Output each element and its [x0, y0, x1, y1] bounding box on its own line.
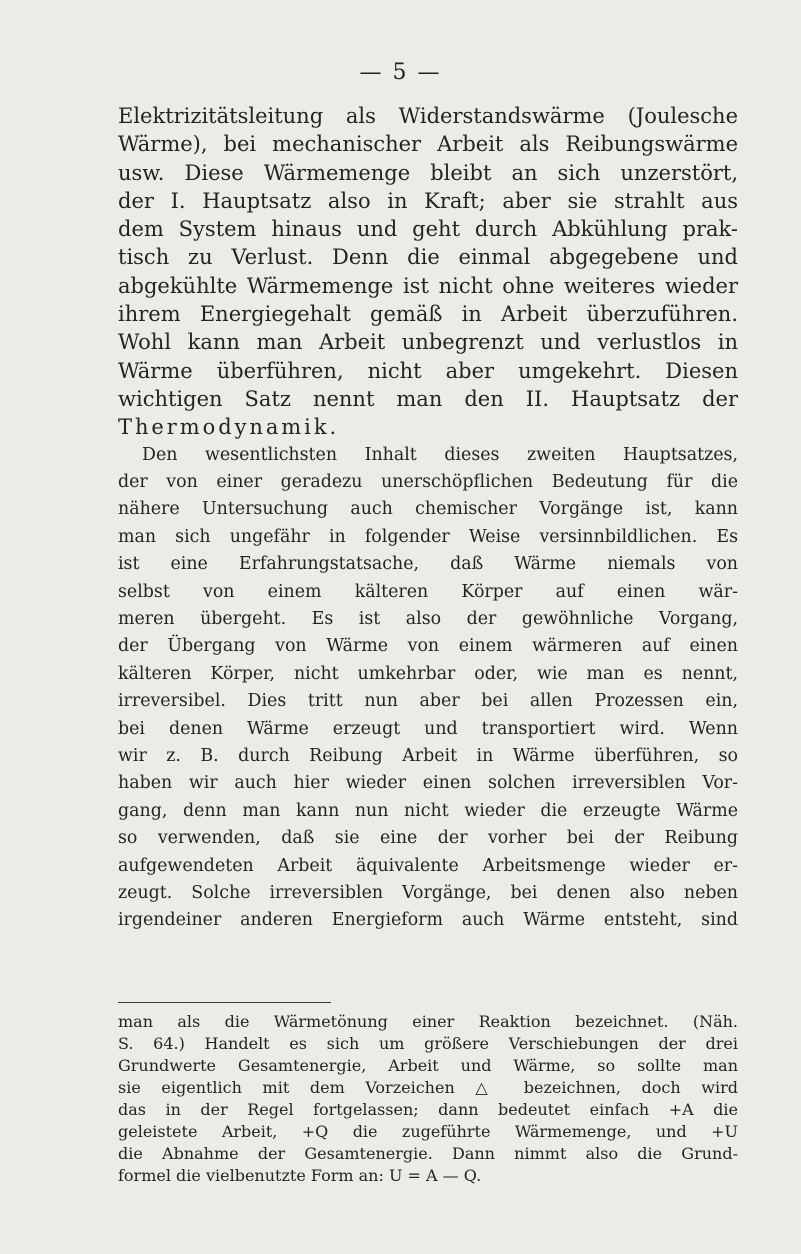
footnote-line: geleistete Arbeit, +Q die zugeführte Wärmemenge, und +U: [118, 1122, 738, 1141]
text-line: so verwenden, daß sie eine der vorher bei der Reibung: [118, 828, 738, 849]
text-line: abgekühlte Wärmemenge ist nicht ohne weiteres wieder: [118, 273, 738, 298]
footnote-line: Grundwerte Gesamtenergie, Arbeit und Wärme, so sollte man: [118, 1056, 738, 1075]
text-line: kälteren Körper, nicht umkehrbar oder, wie man es nennt,: [118, 663, 738, 684]
footnote-line: S. 64.) Handelt es sich um größere Verschiebungen der drei: [118, 1034, 738, 1053]
page-number: — 5 —: [359, 60, 442, 85]
text-line: meren übergeht. Es ist also der gewöhnliche Vorgang,: [118, 609, 738, 629]
text-line: irreversibel. Dies tritt nun aber bei allen Prozessen ein,: [118, 691, 738, 712]
paragraph-1: [118, 102, 738, 442]
footnote-line: die Abnahme der Gesamtenergie. Dann nimmt also die Grund-: [118, 1144, 738, 1163]
footnote-line: das in der Regel fortgelassen; dann bedeutet einfach +A die: [118, 1100, 738, 1119]
footnote-line: sie eigentlich mit dem Vorzeichen △ bezeichnen, doch wird: [118, 1078, 738, 1097]
footnote: [118, 1011, 738, 1187]
text-line: der von einer geradezu unerschöpflichen Bedeutung für die: [118, 471, 738, 492]
text-line: ihrem Energiegehalt gemäß in Arbeit überzuführen.: [118, 302, 738, 327]
text-line: zeugt. Solche irreversiblen Vorgänge, bei denen also neben: [118, 883, 738, 904]
text-line: gang, denn man kann nun nicht wieder die erzeugte Wärme: [118, 800, 738, 821]
paragraph-2: [118, 442, 738, 935]
text-line: Wärme), bei mechanischer Arbeit als Reibungswärme: [118, 132, 738, 157]
text-line: usw. Diese Wärmemenge bleibt an sich unzerstört,: [118, 160, 738, 185]
text-line: Den wesentlichsten Inhalt dieses zweiten Hauptsatzes,: [142, 444, 738, 465]
footnote-line: man als die Wärmetönung einer Reaktion bezeichnet. (Näh.: [118, 1012, 738, 1031]
text-line: tisch zu Verlust. Denn die einmal abgegebene und: [118, 245, 738, 270]
text-line: dem System hinaus und geht durch Abkühlung prak-: [118, 217, 738, 242]
text-line: Thermodynamik.: [118, 415, 340, 440]
text-line: der I. Hauptsatz also in Kraft; aber sie strahlt aus: [118, 188, 738, 213]
text-line: irgendeiner anderen Energieform auch Wärme entsteht, sind: [118, 910, 738, 931]
text-line: wichtigen Satz nennt man den II. Hauptsatz der: [118, 386, 738, 411]
text-line: Elektrizitätsleitung als Widerstandswärme (Joulesche: [118, 104, 738, 128]
text-line: Wärme überführen, nicht aber umgekehrt. Diesen: [118, 358, 738, 383]
footnote-divider: [118, 1002, 331, 1003]
text-line: Wohl kann man Arbeit unbegrenzt und verlustlos in: [118, 330, 738, 355]
text-line: ist eine Erfahrungstatsache, daß Wärme niemals von: [118, 554, 738, 575]
main-text: [118, 102, 738, 935]
text-line: aufgewendeten Arbeit äquivalente Arbeitsmenge wieder er-: [118, 855, 738, 876]
footnote-line: formel die vielbenutzte Form an: U = A — Q.: [118, 1166, 482, 1185]
text-line: nähere Untersuchung auch chemischer Vorgänge ist, kann: [118, 499, 738, 520]
text-line: wir z. B. durch Reibung Arbeit in Wärme überführen, so: [118, 746, 738, 767]
text-line: haben wir auch hier wieder einen solchen irreversiblen Vor-: [118, 773, 738, 794]
text-line: bei denen Wärme erzeugt und transportiert wird. Wenn: [118, 718, 738, 739]
text-line: der Übergang von Wärme von einem wärmeren auf einen: [118, 636, 738, 657]
text-line: selbst von einem kälteren Körper auf einen wär-: [118, 581, 738, 602]
text-line: man sich ungefähr in folgender Weise versinnbildlichen. Es: [118, 526, 738, 547]
